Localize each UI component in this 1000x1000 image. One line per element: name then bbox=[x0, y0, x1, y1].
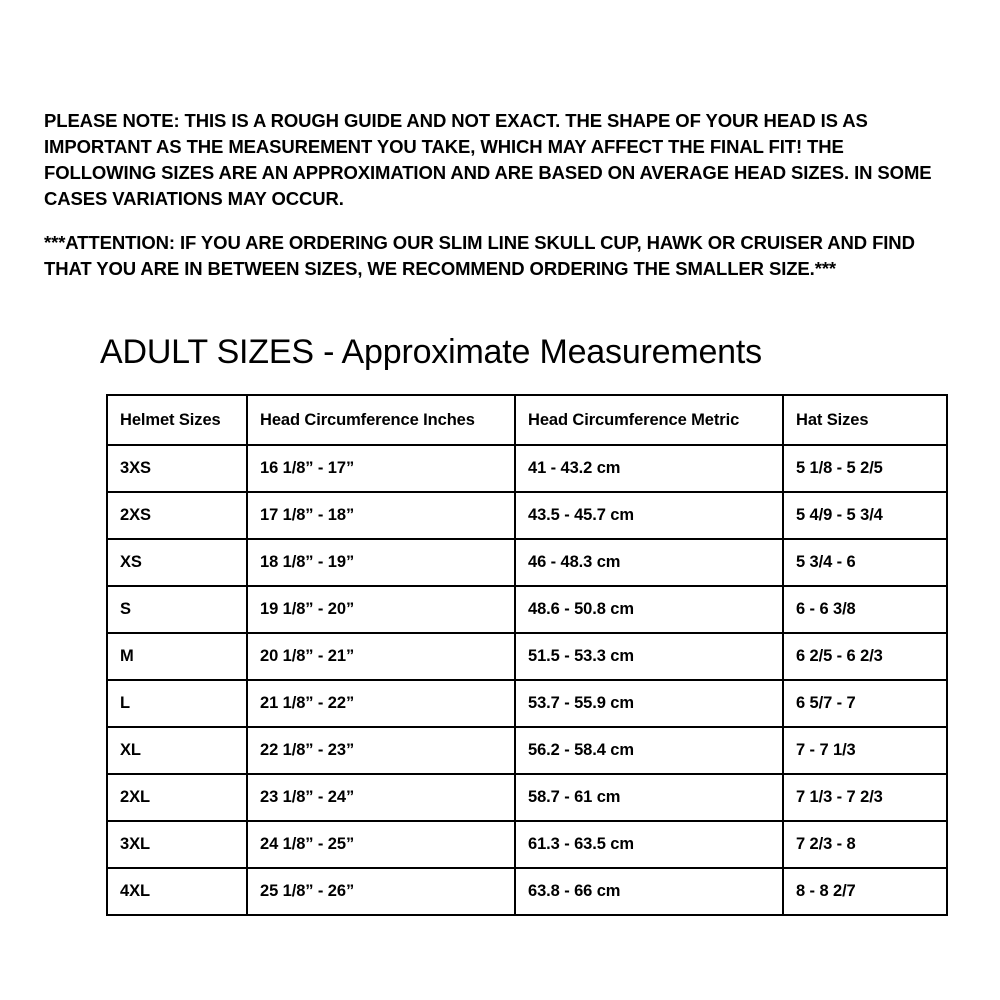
table-cell: 3XS bbox=[107, 445, 247, 492]
table-row bbox=[107, 727, 947, 774]
table-cell: L bbox=[107, 680, 247, 727]
table-cell: 46 - 48.3 cm bbox=[515, 539, 783, 586]
table-cell: 2XS bbox=[107, 492, 247, 539]
table-cell: 41 - 43.2 cm bbox=[515, 445, 783, 492]
table-cell: 25 1/8” - 26” bbox=[247, 868, 515, 915]
page-title: ADULT SIZES - Approximate Measurements bbox=[100, 333, 762, 371]
table-cell: 63.8 - 66 cm bbox=[515, 868, 783, 915]
column-header-helmet-sizes: Helmet Sizes bbox=[107, 395, 247, 445]
table-cell: 7 - 7 1/3 bbox=[783, 727, 947, 774]
note-paragraph-general: PLEASE NOTE: THIS IS A ROUGH GUIDE AND NOT EXACT. THE SHAPE OF YOUR HEAD IS AS IMPORTANT AS THE MEASUREMENT YOU TAKE, WHICH MAY AFFECT THE FINAL FIT! THE FOLLOWING SIZES ARE AN APPROXIMATION AND ARE BASED ON AVERAGE HEAD SIZES. IN SOME CASES VARIATIONS MAY OCCUR. bbox=[44, 110, 932, 209]
table-cell: 17 1/8” - 18” bbox=[247, 492, 515, 539]
table-cell: 7 2/3 - 8 bbox=[783, 821, 947, 868]
table-cell: 21 1/8” - 22” bbox=[247, 680, 515, 727]
table-cell: 56.2 - 58.4 cm bbox=[515, 727, 783, 774]
size-table bbox=[106, 394, 948, 916]
table-cell: XS bbox=[107, 539, 247, 586]
table-row bbox=[107, 821, 947, 868]
notes-section bbox=[44, 0, 956, 282]
table-row bbox=[107, 680, 947, 727]
table-cell: 43.5 - 45.7 cm bbox=[515, 492, 783, 539]
table-cell: XL bbox=[107, 727, 247, 774]
table-cell: 7 1/3 - 7 2/3 bbox=[783, 774, 947, 821]
note-paragraph-attention: ***ATTENTION: IF YOU ARE ORDERING OUR SLIM LINE SKULL CUP, HAWK OR CRUISER AND FIND THAT YOU ARE IN BETWEEN SIZES, WE RECOMMEND ORDERING THE SMALLER SIZE.*** bbox=[44, 232, 915, 279]
table-cell: 6 - 6 3/8 bbox=[783, 586, 947, 633]
table-cell: 5 3/4 - 6 bbox=[783, 539, 947, 586]
table-row bbox=[107, 774, 947, 821]
table-cell: M bbox=[107, 633, 247, 680]
table-cell: 20 1/8” - 21” bbox=[247, 633, 515, 680]
table-row bbox=[107, 492, 947, 539]
table-cell: 61.3 - 63.5 cm bbox=[515, 821, 783, 868]
table-cell: 51.5 - 53.3 cm bbox=[515, 633, 783, 680]
table-row bbox=[107, 445, 947, 492]
table-row bbox=[107, 868, 947, 915]
column-header-hat-sizes: Hat Sizes bbox=[783, 395, 947, 445]
table-cell: 6 2/5 - 6 2/3 bbox=[783, 633, 947, 680]
table-cell: 16 1/8” - 17” bbox=[247, 445, 515, 492]
table-cell: 18 1/8” - 19” bbox=[247, 539, 515, 586]
table-cell: 5 4/9 - 5 3/4 bbox=[783, 492, 947, 539]
table-header-row bbox=[107, 395, 947, 445]
table-row bbox=[107, 586, 947, 633]
column-header-head-circumference-metric: Head Circumference Metric bbox=[515, 395, 783, 445]
table-body bbox=[107, 445, 947, 915]
table-cell: 8 - 8 2/7 bbox=[783, 868, 947, 915]
table-cell: 3XL bbox=[107, 821, 247, 868]
table-cell: 2XL bbox=[107, 774, 247, 821]
table-row bbox=[107, 539, 947, 586]
table-cell: 23 1/8” - 24” bbox=[247, 774, 515, 821]
size-table-container bbox=[106, 394, 946, 916]
table-cell: 24 1/8” - 25” bbox=[247, 821, 515, 868]
table-cell: 22 1/8” - 23” bbox=[247, 727, 515, 774]
table-cell: 53.7 - 55.9 cm bbox=[515, 680, 783, 727]
table-cell: 48.6 - 50.8 cm bbox=[515, 586, 783, 633]
table-row bbox=[107, 633, 947, 680]
column-header-head-circumference-inches: Head Circumference Inches bbox=[247, 395, 515, 445]
table-cell: 19 1/8” - 20” bbox=[247, 586, 515, 633]
table-cell: S bbox=[107, 586, 247, 633]
table-cell: 4XL bbox=[107, 868, 247, 915]
table-cell: 6 5/7 - 7 bbox=[783, 680, 947, 727]
table-cell: 5 1/8 - 5 2/5 bbox=[783, 445, 947, 492]
table-cell: 58.7 - 61 cm bbox=[515, 774, 783, 821]
